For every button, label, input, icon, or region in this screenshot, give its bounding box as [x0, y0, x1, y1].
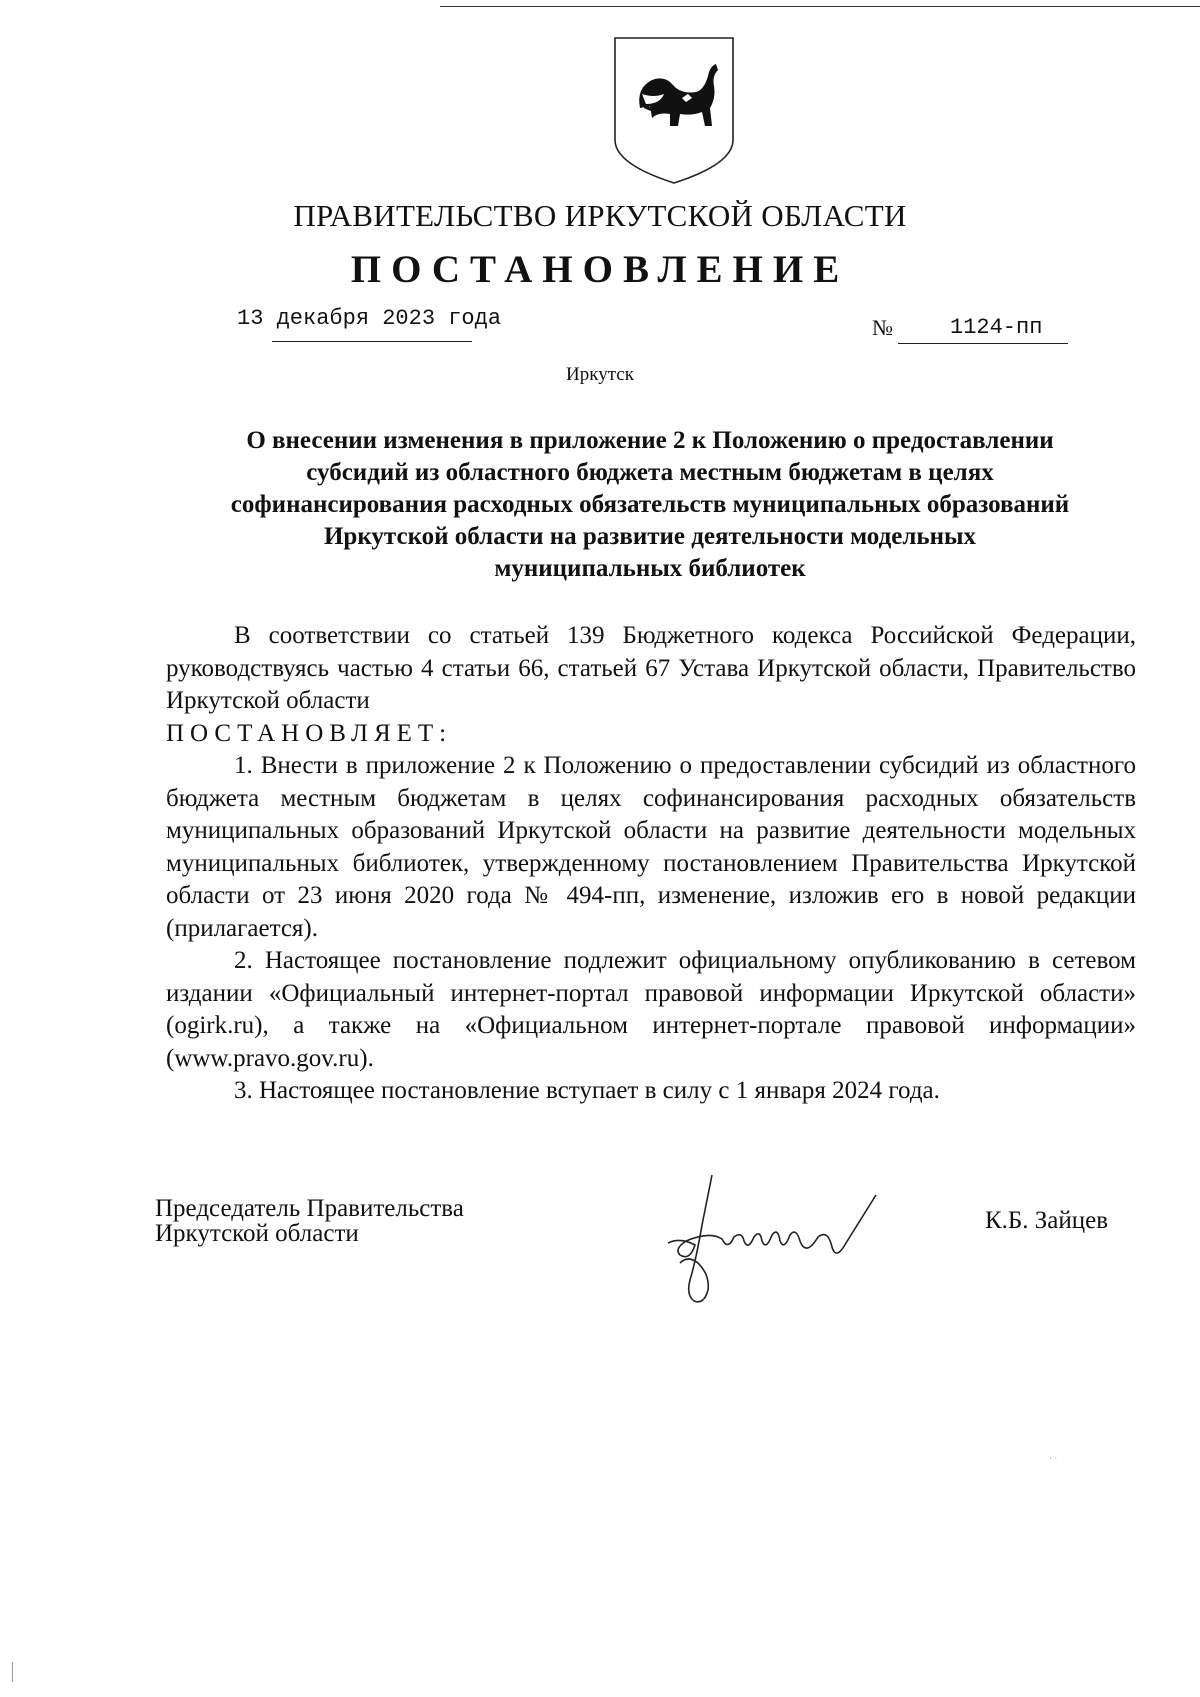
signer-position [155, 1196, 464, 1246]
number-underline [898, 343, 1068, 344]
title-line: Иркутской области на развитие деятельности модельных [323, 523, 976, 550]
coat-of-arms-icon [612, 36, 736, 186]
decree-word: ПОСТАНОВЛЯЕТ: [166, 719, 453, 747]
decree-item: 1. Внести в приложение 2 к Положению о предоставлении субсидий из областного бюджета местным бюджетам в целях софинансирования расходных обязательств муниципальных образований Иркутской области на развитие деятельности модельных муниципальных библиотек, утвержденному постановлением Правительства Иркутской области от 23 июня 2020 года № 494-пп, изменение, изложив его в новой редакции (прилагается). [166, 752, 1136, 942]
scan-artifact: · · [1049, 1453, 1058, 1463]
document-title [170, 425, 1130, 585]
number-sign: № [872, 315, 893, 340]
government-name: ПРАВИТЕЛЬСТВО ИРКУТСКОЙ ОБЛАСТИ [293, 198, 907, 233]
top-border-line [440, 6, 1200, 7]
title-line: О внесении изменения в приложение 2 к Положению о предоставлении [246, 427, 1054, 454]
document-body [166, 620, 1136, 1108]
preamble-paragraph: В соответствии со статьей 139 Бюджетного кодекса Российской Федерации, руководствуясь частью 4 статьи 66, статьей 67 Устава Иркутской области, Правительство Иркутской области [166, 622, 1136, 714]
decree-item: 3. Настоящее постановление вступает в силу с 1 января 2024 года. [234, 1077, 940, 1104]
signer-position-line: Председатель Правительства [155, 1195, 464, 1222]
signer-name: К.Б. Зайцев [985, 1207, 1109, 1234]
handwritten-signature-icon [650, 1165, 920, 1315]
date-underline [272, 341, 472, 342]
city-name: Иркутск [566, 364, 634, 385]
document-date: 13 декабря 2023 года [237, 306, 502, 331]
document-type: ПОСТАНОВЛЕНИЕ [350, 248, 850, 291]
document-number: 1124-пп [950, 315, 1043, 340]
title-line: субсидий из областного бюджета местным бюджетам в целях [306, 459, 994, 486]
signer-position-line: Иркутской области [155, 1220, 359, 1247]
decree-item: 2. Настоящее постановление подлежит официальному опубликованию в сетевом издании «Официальный интернет-портал правовой информации Иркутской области» (ogirk.ru), а также на «Официальном интернет-портале правовой информации» (www.pravo.gov.ru). [166, 947, 1136, 1072]
title-line: софинансирования расходных обязательств муниципальных образований [230, 491, 1070, 518]
title-line: муниципальных библиотек [494, 555, 806, 582]
margin-mark [12, 1662, 13, 1682]
